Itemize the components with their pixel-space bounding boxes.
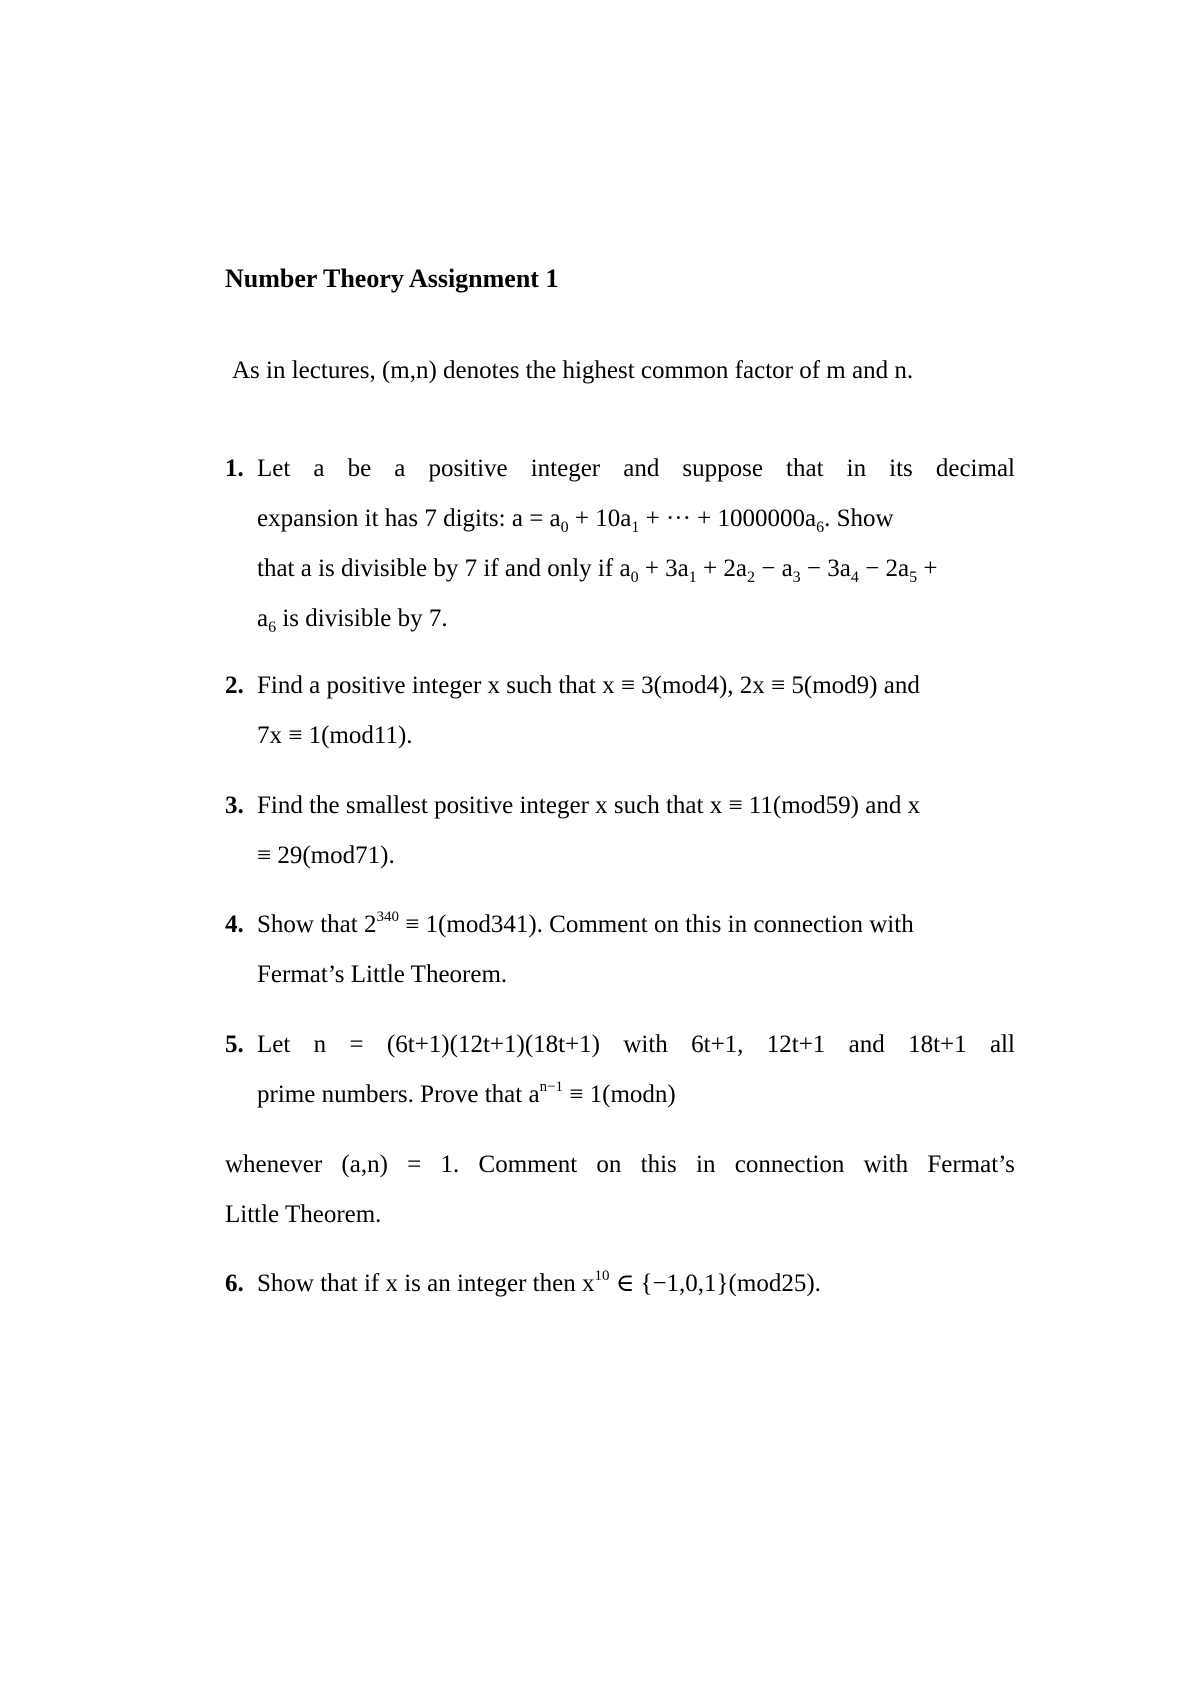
problem-3 <box>225 781 1015 881</box>
problem-body <box>257 1020 1015 1120</box>
problem-body <box>257 1259 1015 1309</box>
problem-line: Show that $2^{340} \equiv 1(mod341)$. Comment on this in connection with <box>257 909 914 938</box>
problem-line: Fermat’s Little Theorem. <box>257 961 508 988</box>
problem-line: Let a be a positive integer and suppose that in its decimal <box>257 455 1015 482</box>
problem-number: 6. <box>225 1270 244 1297</box>
problem-body <box>257 444 1015 644</box>
problem-2 <box>225 661 1015 761</box>
problem-number: 4. <box>225 911 244 938</box>
problem-5 <box>225 1020 1015 1120</box>
problem-line: $a_6$ is divisible by 7. <box>257 605 448 636</box>
problem-line: Find the smallest positive integer x such that x ≡ 11(mod59) and x <box>257 792 921 819</box>
continuation-line: Little Theorem. <box>225 1201 382 1228</box>
problem-line: prime numbers. Prove that $a^{n-1}$ ≡ 1(modn) <box>257 1079 676 1108</box>
problem-line: ≡ 29(mod71). <box>257 842 395 869</box>
problem-line: Show that if x is an integer then $x^{10}$ ∈ {−1,0,1}(mod25). <box>257 1268 821 1297</box>
problem-body <box>257 661 1015 761</box>
problem-line: 7x ≡ 1(mod11). <box>257 722 413 749</box>
problem-body <box>257 781 1015 881</box>
continuation-line: whenever (a,n) = 1. Comment on this in connection with Fermat’s <box>225 1151 1015 1178</box>
problem-4 <box>225 900 1015 1000</box>
problem-line: that a is divisible by 7 if and only if $a_0 + 3a_1 + 2a_2 - a_3 - 3a_4 - 2a_5$ + <box>257 555 938 586</box>
problem-line: Find a positive integer x such that x ≡ 3(mod4), 2x ≡ 5(mod9) and <box>257 672 920 699</box>
page-title: Number Theory Assignment 1 <box>225 264 559 293</box>
problem-body <box>257 900 1015 1000</box>
problem-5-continuation <box>225 1140 1015 1240</box>
problem-number: 1. <box>225 455 244 482</box>
problem-line: Let n = (6t+1)(12t+1)(18t+1) with 6t+1, 12t+1 and 18t+1 all <box>257 1031 1015 1058</box>
problem-number: 5. <box>225 1031 244 1058</box>
problem-1 <box>225 444 1015 644</box>
intro-paragraph: As in lectures, (m,n) denotes the highest common factor of m and n. <box>232 357 914 384</box>
problem-line: expansion it has 7 digits: $a = a_0 + 10a_1$ + ··· + $1000000a_6$. Show <box>257 505 894 536</box>
problem-number: 3. <box>225 792 244 819</box>
problem-6 <box>225 1259 1015 1309</box>
problem-number: 2. <box>225 672 244 699</box>
